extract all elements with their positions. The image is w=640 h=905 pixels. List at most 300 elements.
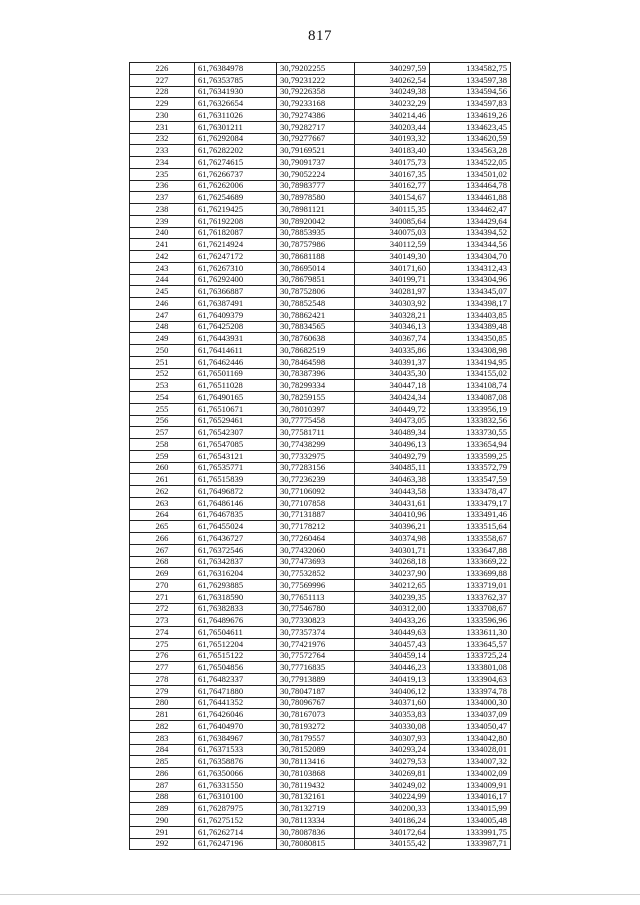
x-coordinate-cell: 340443,58 (355, 486, 430, 498)
longitude-cell: 30,78852548 (277, 298, 355, 310)
latitude-cell: 61,76414611 (195, 345, 277, 357)
table-row (130, 133, 511, 145)
latitude-cell: 61,76372546 (195, 544, 277, 556)
table-row (130, 298, 511, 310)
longitude-cell: 30,78010397 (277, 403, 355, 415)
point-number-cell: 250 (130, 345, 195, 357)
y-coordinate-cell: 1333956,19 (430, 403, 511, 415)
latitude-cell: 61,76436727 (195, 533, 277, 545)
x-coordinate-cell: 340112,59 (355, 239, 430, 251)
longitude-cell: 30,78119432 (277, 779, 355, 791)
latitude-cell: 61,76425208 (195, 321, 277, 333)
y-coordinate-cell: 1333515,64 (430, 521, 511, 533)
y-coordinate-cell: 1334597,83 (430, 98, 511, 110)
x-coordinate-cell: 340303,92 (355, 298, 430, 310)
point-number-cell: 272 (130, 603, 195, 615)
x-coordinate-cell: 340249,02 (355, 779, 430, 791)
x-coordinate-cell: 340328,21 (355, 309, 430, 321)
y-coordinate-cell: 1333730,55 (430, 427, 511, 439)
longitude-cell: 30,78695014 (277, 262, 355, 274)
y-coordinate-cell: 1334304,70 (430, 251, 511, 263)
latitude-cell: 61,76462446 (195, 356, 277, 368)
y-coordinate-cell: 1334312,43 (430, 262, 511, 274)
y-coordinate-cell: 1334597,38 (430, 74, 511, 86)
x-coordinate-cell: 340239,35 (355, 591, 430, 603)
x-coordinate-cell: 340237,90 (355, 568, 430, 580)
table-row (130, 192, 511, 204)
y-coordinate-cell: 1333572,79 (430, 462, 511, 474)
point-number-cell: 269 (130, 568, 195, 580)
y-coordinate-cell: 1334501,02 (430, 168, 511, 180)
point-number-cell: 262 (130, 486, 195, 498)
x-coordinate-cell: 340203,44 (355, 121, 430, 133)
table-row (130, 439, 511, 451)
y-coordinate-cell: 1334087,08 (430, 392, 511, 404)
point-number-cell: 226 (130, 63, 195, 75)
longitude-cell: 30,77131887 (277, 509, 355, 521)
latitude-cell: 61,76467835 (195, 509, 277, 521)
point-number-cell: 266 (130, 533, 195, 545)
point-number-cell: 264 (130, 509, 195, 521)
longitude-cell: 30,77283156 (277, 462, 355, 474)
y-coordinate-cell: 1334594,56 (430, 86, 511, 98)
x-coordinate-cell: 340281,97 (355, 286, 430, 298)
longitude-cell: 30,77178212 (277, 521, 355, 533)
y-coordinate-cell: 1334582,75 (430, 63, 511, 75)
table-row (130, 286, 511, 298)
table-row (130, 779, 511, 791)
x-coordinate-cell: 340149,30 (355, 251, 430, 263)
y-coordinate-cell: 1334308,98 (430, 345, 511, 357)
point-number-cell: 231 (130, 121, 195, 133)
longitude-cell: 30,78132719 (277, 803, 355, 815)
x-coordinate-cell: 340424,34 (355, 392, 430, 404)
latitude-cell: 61,76287975 (195, 803, 277, 815)
x-coordinate-cell: 340167,35 (355, 168, 430, 180)
point-number-cell: 260 (130, 462, 195, 474)
latitude-cell: 61,76426046 (195, 709, 277, 721)
table-row (130, 674, 511, 686)
table-row (130, 356, 511, 368)
table-row (130, 321, 511, 333)
point-number-cell: 283 (130, 732, 195, 744)
y-coordinate-cell: 1333762,37 (430, 591, 511, 603)
y-coordinate-cell: 1334344,56 (430, 239, 511, 251)
longitude-cell: 30,77438299 (277, 439, 355, 451)
table-row (130, 415, 511, 427)
point-number-cell: 289 (130, 803, 195, 815)
latitude-cell: 61,76511028 (195, 380, 277, 392)
x-coordinate-cell: 340154,67 (355, 192, 430, 204)
longitude-cell: 30,77716835 (277, 662, 355, 674)
table-row (130, 568, 511, 580)
table-row (130, 462, 511, 474)
y-coordinate-cell: 1334050,47 (430, 721, 511, 733)
table-row (130, 274, 511, 286)
latitude-cell: 61,76409379 (195, 309, 277, 321)
x-coordinate-cell: 340155,42 (355, 838, 430, 850)
point-number-cell: 227 (130, 74, 195, 86)
latitude-cell: 61,76353785 (195, 74, 277, 86)
table-row (130, 803, 511, 815)
table-row (130, 403, 511, 415)
latitude-cell: 61,76293885 (195, 580, 277, 592)
y-coordinate-cell: 1334345,07 (430, 286, 511, 298)
point-number-cell: 255 (130, 403, 195, 415)
longitude-cell: 30,77546780 (277, 603, 355, 615)
y-coordinate-cell: 1333478,47 (430, 486, 511, 498)
point-number-cell: 270 (130, 580, 195, 592)
table-row (130, 650, 511, 662)
table-row (130, 121, 511, 133)
latitude-cell: 61,76214924 (195, 239, 277, 251)
y-coordinate-cell: 1334623,45 (430, 121, 511, 133)
y-coordinate-cell: 1333645,57 (430, 638, 511, 650)
table-row (130, 721, 511, 733)
latitude-cell: 61,76192208 (195, 215, 277, 227)
point-number-cell: 292 (130, 838, 195, 850)
x-coordinate-cell: 340396,21 (355, 521, 430, 533)
y-coordinate-cell: 1334042,80 (430, 732, 511, 744)
point-number-cell: 258 (130, 439, 195, 451)
y-coordinate-cell: 1333708,67 (430, 603, 511, 615)
table-row (130, 497, 511, 509)
y-coordinate-cell: 1334304,96 (430, 274, 511, 286)
point-number-cell: 271 (130, 591, 195, 603)
point-number-cell: 251 (130, 356, 195, 368)
longitude-cell: 30,77107858 (277, 497, 355, 509)
longitude-cell: 30,77236239 (277, 474, 355, 486)
y-coordinate-cell: 1334009,91 (430, 779, 511, 791)
x-coordinate-cell: 340410,96 (355, 509, 430, 521)
latitude-cell: 61,76262714 (195, 826, 277, 838)
point-number-cell: 242 (130, 251, 195, 263)
longitude-cell: 30,78978580 (277, 192, 355, 204)
table-row (130, 345, 511, 357)
table-row (130, 450, 511, 462)
x-coordinate-cell: 340449,72 (355, 403, 430, 415)
longitude-cell: 30,78299334 (277, 380, 355, 392)
latitude-cell: 61,76496872 (195, 486, 277, 498)
x-coordinate-cell: 340435,30 (355, 368, 430, 380)
longitude-cell: 30,79231222 (277, 74, 355, 86)
latitude-cell: 61,76455024 (195, 521, 277, 533)
point-number-cell: 257 (130, 427, 195, 439)
latitude-cell: 61,76274615 (195, 157, 277, 169)
y-coordinate-cell: 1333699,88 (430, 568, 511, 580)
longitude-cell: 30,78259155 (277, 392, 355, 404)
point-number-cell: 248 (130, 321, 195, 333)
table-row (130, 145, 511, 157)
y-coordinate-cell: 1333801,08 (430, 662, 511, 674)
point-number-cell: 275 (130, 638, 195, 650)
x-coordinate-cell: 340463,38 (355, 474, 430, 486)
y-coordinate-cell: 1334461,88 (430, 192, 511, 204)
y-coordinate-cell: 1334522,05 (430, 157, 511, 169)
x-coordinate-cell: 340449,63 (355, 627, 430, 639)
latitude-cell: 61,76471880 (195, 685, 277, 697)
y-coordinate-cell: 1334403,85 (430, 309, 511, 321)
longitude-cell: 30,78087836 (277, 826, 355, 838)
point-number-cell: 238 (130, 204, 195, 216)
latitude-cell: 61,76384967 (195, 732, 277, 744)
point-number-cell: 229 (130, 98, 195, 110)
table-row (130, 627, 511, 639)
table-row (130, 262, 511, 274)
table-row (130, 309, 511, 321)
coordinates-table-body (130, 63, 511, 850)
longitude-cell: 30,79233168 (277, 98, 355, 110)
x-coordinate-cell: 340330,08 (355, 721, 430, 733)
x-coordinate-cell: 340214,46 (355, 110, 430, 122)
latitude-cell: 61,76543121 (195, 450, 277, 462)
latitude-cell: 61,76292084 (195, 133, 277, 145)
longitude-cell: 30,77775458 (277, 415, 355, 427)
latitude-cell: 61,76535771 (195, 462, 277, 474)
table-row (130, 791, 511, 803)
table-row (130, 662, 511, 674)
x-coordinate-cell: 340183,40 (355, 145, 430, 157)
latitude-cell: 61,76515122 (195, 650, 277, 662)
latitude-cell: 61,76482337 (195, 674, 277, 686)
longitude-cell: 30,78682519 (277, 345, 355, 357)
x-coordinate-cell: 340371,60 (355, 697, 430, 709)
latitude-cell: 61,76366887 (195, 286, 277, 298)
y-coordinate-cell: 1334398,17 (430, 298, 511, 310)
latitude-cell: 61,76318590 (195, 591, 277, 603)
latitude-cell: 61,76262006 (195, 180, 277, 192)
point-number-cell: 230 (130, 110, 195, 122)
point-number-cell: 279 (130, 685, 195, 697)
table-row (130, 685, 511, 697)
point-number-cell: 243 (130, 262, 195, 274)
latitude-cell: 61,76247172 (195, 251, 277, 263)
latitude-cell: 61,76282202 (195, 145, 277, 157)
table-row (130, 168, 511, 180)
point-number-cell: 291 (130, 826, 195, 838)
point-number-cell: 235 (130, 168, 195, 180)
point-number-cell: 290 (130, 815, 195, 827)
latitude-cell: 61,76504856 (195, 662, 277, 674)
latitude-cell: 61,76266737 (195, 168, 277, 180)
x-coordinate-cell: 340367,74 (355, 333, 430, 345)
x-coordinate-cell: 340431,61 (355, 497, 430, 509)
point-number-cell: 259 (130, 450, 195, 462)
point-number-cell: 236 (130, 180, 195, 192)
y-coordinate-cell: 1334619,26 (430, 110, 511, 122)
latitude-cell: 61,76371533 (195, 744, 277, 756)
point-number-cell: 254 (130, 392, 195, 404)
longitude-cell: 30,78179557 (277, 732, 355, 744)
point-number-cell: 273 (130, 615, 195, 627)
table-row (130, 744, 511, 756)
longitude-cell: 30,78920042 (277, 215, 355, 227)
point-number-cell: 268 (130, 556, 195, 568)
table-row (130, 709, 511, 721)
x-coordinate-cell: 340419,13 (355, 674, 430, 686)
point-number-cell: 276 (130, 650, 195, 662)
x-coordinate-cell: 340212,65 (355, 580, 430, 592)
latitude-cell: 61,76404970 (195, 721, 277, 733)
point-number-cell: 256 (130, 415, 195, 427)
table-row (130, 368, 511, 380)
x-coordinate-cell: 340162,77 (355, 180, 430, 192)
longitude-cell: 30,78757986 (277, 239, 355, 251)
point-number-cell: 247 (130, 309, 195, 321)
latitude-cell: 61,76542307 (195, 427, 277, 439)
latitude-cell: 61,76486146 (195, 497, 277, 509)
point-number-cell: 267 (130, 544, 195, 556)
point-number-cell: 282 (130, 721, 195, 733)
point-number-cell: 241 (130, 239, 195, 251)
point-number-cell: 281 (130, 709, 195, 721)
table-row (130, 204, 511, 216)
x-coordinate-cell: 340447,18 (355, 380, 430, 392)
longitude-cell: 30,77106092 (277, 486, 355, 498)
latitude-cell: 61,76384978 (195, 63, 277, 75)
point-number-cell: 240 (130, 227, 195, 239)
longitude-cell: 30,79226358 (277, 86, 355, 98)
y-coordinate-cell: 1333647,88 (430, 544, 511, 556)
y-coordinate-cell: 1334000,30 (430, 697, 511, 709)
y-coordinate-cell: 1333725,24 (430, 650, 511, 662)
y-coordinate-cell: 1334429,64 (430, 215, 511, 227)
point-number-cell: 252 (130, 368, 195, 380)
y-coordinate-cell: 1333991,75 (430, 826, 511, 838)
table-row (130, 638, 511, 650)
table-row (130, 98, 511, 110)
latitude-cell: 61,76267310 (195, 262, 277, 274)
table-row (130, 756, 511, 768)
longitude-cell: 30,78096767 (277, 697, 355, 709)
x-coordinate-cell: 340457,43 (355, 638, 430, 650)
table-row (130, 157, 511, 169)
x-coordinate-cell: 340115,35 (355, 204, 430, 216)
y-coordinate-cell: 1333654,94 (430, 439, 511, 451)
latitude-cell: 61,76387491 (195, 298, 277, 310)
table-row (130, 392, 511, 404)
table-row (130, 521, 511, 533)
table-row (130, 580, 511, 592)
table-row (130, 486, 511, 498)
longitude-cell: 30,79277667 (277, 133, 355, 145)
page-number: 817 (308, 28, 332, 44)
longitude-cell: 30,78103868 (277, 768, 355, 780)
longitude-cell: 30,77357374 (277, 627, 355, 639)
latitude-cell: 61,76219425 (195, 204, 277, 216)
latitude-cell: 61,76441352 (195, 697, 277, 709)
x-coordinate-cell: 340433,26 (355, 615, 430, 627)
latitude-cell: 61,76504611 (195, 627, 277, 639)
latitude-cell: 61,76182087 (195, 227, 277, 239)
longitude-cell: 30,78834565 (277, 321, 355, 333)
x-coordinate-cell: 340293,24 (355, 744, 430, 756)
point-number-cell: 249 (130, 333, 195, 345)
x-coordinate-cell: 340301,71 (355, 544, 430, 556)
table-row (130, 533, 511, 545)
x-coordinate-cell: 340492,79 (355, 450, 430, 462)
latitude-cell: 61,76247196 (195, 838, 277, 850)
point-number-cell: 277 (130, 662, 195, 674)
table-row (130, 227, 511, 239)
table-row (130, 732, 511, 744)
x-coordinate-cell: 340199,71 (355, 274, 430, 286)
longitude-cell: 30,78152089 (277, 744, 355, 756)
y-coordinate-cell: 1333669,22 (430, 556, 511, 568)
y-coordinate-cell: 1334108,74 (430, 380, 511, 392)
table-row (130, 591, 511, 603)
y-coordinate-cell: 1334005,48 (430, 815, 511, 827)
table-row (130, 63, 511, 75)
x-coordinate-cell: 340269,81 (355, 768, 430, 780)
longitude-cell: 30,78193272 (277, 721, 355, 733)
point-number-cell: 228 (130, 86, 195, 98)
x-coordinate-cell: 340496,13 (355, 439, 430, 451)
latitude-cell: 61,76326654 (195, 98, 277, 110)
latitude-cell: 61,76512204 (195, 638, 277, 650)
table-row (130, 180, 511, 192)
table-row (130, 380, 511, 392)
page-bottom-rule (0, 894, 640, 895)
longitude-cell: 30,79091737 (277, 157, 355, 169)
y-coordinate-cell: 1333558,67 (430, 533, 511, 545)
y-coordinate-cell: 1334194,95 (430, 356, 511, 368)
y-coordinate-cell: 1333479,17 (430, 497, 511, 509)
point-number-cell: 285 (130, 756, 195, 768)
point-number-cell: 278 (130, 674, 195, 686)
point-number-cell: 280 (130, 697, 195, 709)
latitude-cell: 61,76547085 (195, 439, 277, 451)
point-number-cell: 245 (130, 286, 195, 298)
y-coordinate-cell: 1334155,02 (430, 368, 511, 380)
table-row (130, 74, 511, 86)
longitude-cell: 30,78752806 (277, 286, 355, 298)
x-coordinate-cell: 340224,99 (355, 791, 430, 803)
longitude-cell: 30,79052224 (277, 168, 355, 180)
y-coordinate-cell: 1334350,85 (430, 333, 511, 345)
longitude-cell: 30,77569996 (277, 580, 355, 592)
table-row (130, 86, 511, 98)
y-coordinate-cell: 1333547,59 (430, 474, 511, 486)
latitude-cell: 61,76350066 (195, 768, 277, 780)
x-coordinate-cell: 340279,53 (355, 756, 430, 768)
table-row (130, 603, 511, 615)
longitude-cell: 30,78132161 (277, 791, 355, 803)
x-coordinate-cell: 340172,64 (355, 826, 430, 838)
latitude-cell: 61,76501169 (195, 368, 277, 380)
point-number-cell: 288 (130, 791, 195, 803)
y-coordinate-cell: 1334015,99 (430, 803, 511, 815)
longitude-cell: 30,79169521 (277, 145, 355, 157)
point-number-cell: 263 (130, 497, 195, 509)
y-coordinate-cell: 1334002,09 (430, 768, 511, 780)
longitude-cell: 30,77532852 (277, 568, 355, 580)
longitude-cell: 30,78464598 (277, 356, 355, 368)
point-number-cell: 246 (130, 298, 195, 310)
y-coordinate-cell: 1334464,78 (430, 180, 511, 192)
y-coordinate-cell: 1334037,09 (430, 709, 511, 721)
latitude-cell: 61,76301211 (195, 121, 277, 133)
point-number-cell: 284 (130, 744, 195, 756)
longitude-cell: 30,78113334 (277, 815, 355, 827)
longitude-cell: 30,77913889 (277, 674, 355, 686)
longitude-cell: 30,78113416 (277, 756, 355, 768)
point-number-cell: 253 (130, 380, 195, 392)
table-row (130, 826, 511, 838)
latitude-cell: 61,76311026 (195, 110, 277, 122)
y-coordinate-cell: 1334389,48 (430, 321, 511, 333)
y-coordinate-cell: 1334620,59 (430, 133, 511, 145)
